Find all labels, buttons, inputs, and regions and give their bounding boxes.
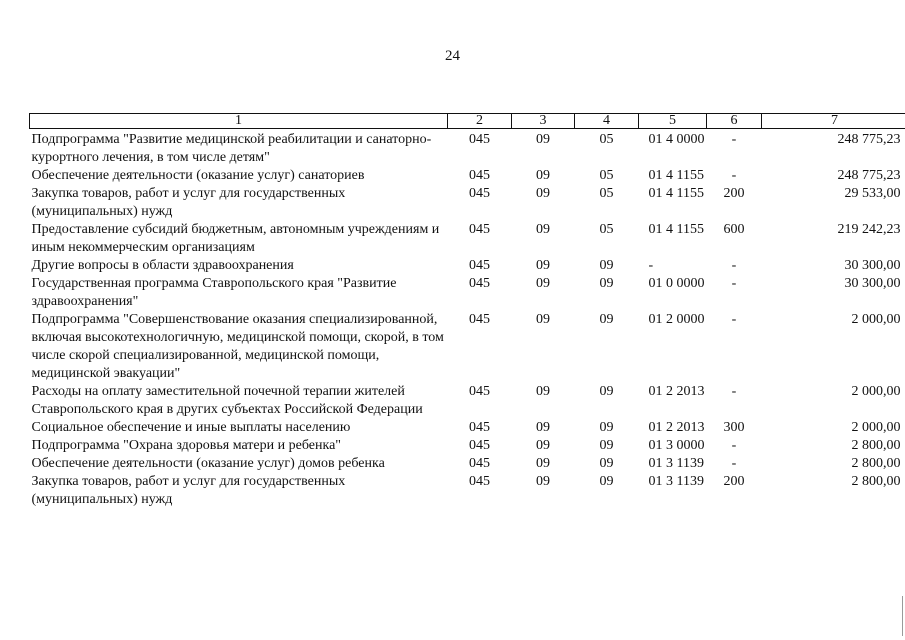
expense-type-code: -	[731, 258, 737, 273]
ministry-code: 045	[469, 474, 490, 489]
subsection-code: 09	[599, 258, 614, 273]
table-row	[30, 455, 905, 473]
row-description: Подпрограмма "Охрана здоровья матери и ребенка"	[31, 438, 342, 453]
row-description: Закупка товаров, работ и услуг для государственных (муниципальных) нужд	[31, 186, 346, 219]
expense-type-code: -	[731, 456, 737, 471]
subsection-code: 05	[599, 168, 614, 183]
row-description: Социальное обеспечение и иные выплаты населению	[31, 420, 351, 435]
row-description: Расходы на оплату заместительной почечной терапии жителей Ставропольского края в других субъектах Российской Федерации	[31, 384, 423, 417]
target-article-code: 01 4 0000	[648, 132, 705, 147]
section-code: 09	[536, 384, 550, 399]
expense-type-code: 600	[723, 222, 745, 237]
section-code: 09	[536, 168, 550, 183]
table-row	[30, 185, 905, 221]
section-code: 09	[536, 276, 550, 291]
target-article-code: 01 0 0000	[648, 276, 705, 291]
ministry-code: 045	[469, 168, 490, 183]
amount: 30 300,00	[844, 258, 901, 273]
ministry-code: 045	[469, 420, 490, 435]
expense-type-code: -	[731, 312, 737, 327]
subsection-code: 09	[599, 420, 614, 435]
section-code: 09	[536, 420, 550, 435]
target-article-code: 01 2 2013	[648, 420, 705, 435]
column-header: 1	[30, 114, 448, 129]
subsection-code: 09	[599, 384, 614, 399]
ministry-code: 045	[469, 276, 490, 291]
column-header: 4	[575, 114, 639, 129]
row-description: Подпрограмма "Совершенствование оказания специализированной, включая высокотехнологичную, медицинской помощи, скорой, в том числе скорой специализированной, медицинской помощи, медицинской эвакуации"	[31, 312, 444, 381]
column-header: 5	[639, 114, 707, 129]
section-code: 09	[536, 132, 550, 147]
column-header: 6	[707, 114, 762, 129]
subsection-code: 09	[599, 438, 614, 453]
amount: 30 300,00	[844, 276, 901, 291]
target-article-code: 01 2 2013	[648, 384, 705, 399]
table-row	[30, 275, 905, 311]
table-header-row	[30, 114, 905, 129]
row-description: Предоставление субсидий бюджетным, автономным учреждениям и иным некоммерческим организациям	[31, 222, 440, 255]
expense-type-code: 200	[723, 474, 745, 489]
target-article-code: 01 3 1139	[648, 474, 704, 489]
target-article-code: 01 4 1155	[648, 168, 704, 183]
amount: 219 242,23	[837, 222, 901, 237]
section-code: 09	[536, 222, 550, 237]
row-description: Другие вопросы в области здравоохранения	[31, 258, 294, 273]
section-code: 09	[536, 438, 550, 453]
column-header: 2	[448, 114, 512, 129]
table-row	[30, 419, 905, 437]
scan-edge-mark	[902, 596, 903, 636]
row-description: Закупка товаров, работ и услуг для государственных (муниципальных) нужд	[31, 474, 346, 507]
target-article-code: 01 4 1155	[648, 186, 704, 201]
row-description: Подпрограмма "Развитие медицинской реабилитации и санаторно-курортного лечения, в том числе детям"	[31, 132, 432, 165]
row-description: Государственная программа Ставропольского края "Развитие здравоохранения"	[31, 276, 397, 309]
expense-type-code: 200	[723, 186, 745, 201]
table-row	[30, 437, 905, 455]
row-description: Обеспечение деятельности (оказание услуг) санаториев	[31, 168, 365, 183]
table-row	[30, 257, 905, 275]
table-row	[30, 311, 905, 383]
amount: 29 533,00	[844, 186, 901, 201]
amount: 2 000,00	[851, 312, 901, 327]
amount: 2 000,00	[851, 384, 901, 399]
ministry-code: 045	[469, 258, 490, 273]
section-code: 09	[536, 312, 550, 327]
table-row	[30, 167, 905, 185]
column-header: 7	[762, 114, 905, 129]
subsection-code: 05	[599, 222, 614, 237]
section-code: 09	[536, 456, 550, 471]
target-article-code: 01 3 0000	[648, 438, 705, 453]
table-row	[30, 383, 905, 419]
subsection-code: 09	[599, 456, 614, 471]
column-header: 3	[512, 114, 575, 129]
ministry-code: 045	[469, 186, 490, 201]
page-number: 24	[445, 48, 460, 64]
table-row	[30, 473, 905, 509]
amount: 2 800,00	[851, 438, 901, 453]
target-article-code: 01 3 1139	[648, 456, 704, 471]
amount: 2 800,00	[851, 474, 901, 489]
section-code: 09	[536, 186, 550, 201]
expense-type-code: -	[731, 384, 737, 399]
amount: 2 000,00	[851, 420, 901, 435]
amount: 2 800,00	[851, 456, 901, 471]
expense-type-code: -	[731, 276, 737, 291]
expense-type-code: -	[731, 438, 737, 453]
expense-type-code: -	[731, 132, 737, 147]
subsection-code: 05	[599, 186, 614, 201]
expense-type-code: 300	[723, 420, 745, 435]
section-code: 09	[536, 474, 550, 489]
amount: 248 775,23	[837, 168, 901, 183]
target-article-code: 01 4 1155	[648, 222, 704, 237]
expense-type-code: -	[731, 168, 737, 183]
table-row	[30, 221, 905, 257]
budget-table	[29, 113, 905, 509]
table-row	[30, 129, 905, 168]
target-article-code: -	[648, 258, 654, 273]
amount: 248 775,23	[837, 132, 901, 147]
subsection-code: 09	[599, 474, 614, 489]
section-code: 09	[536, 258, 550, 273]
ministry-code: 045	[469, 438, 490, 453]
ministry-code: 045	[469, 384, 490, 399]
ministry-code: 045	[469, 222, 490, 237]
ministry-code: 045	[469, 312, 490, 327]
subsection-code: 09	[599, 276, 614, 291]
row-description: Обеспечение деятельности (оказание услуг) домов ребенка	[31, 456, 385, 471]
subsection-code: 09	[599, 312, 614, 327]
ministry-code: 045	[469, 456, 490, 471]
subsection-code: 05	[599, 132, 614, 147]
ministry-code: 045	[469, 132, 490, 147]
target-article-code: 01 2 0000	[648, 312, 705, 327]
